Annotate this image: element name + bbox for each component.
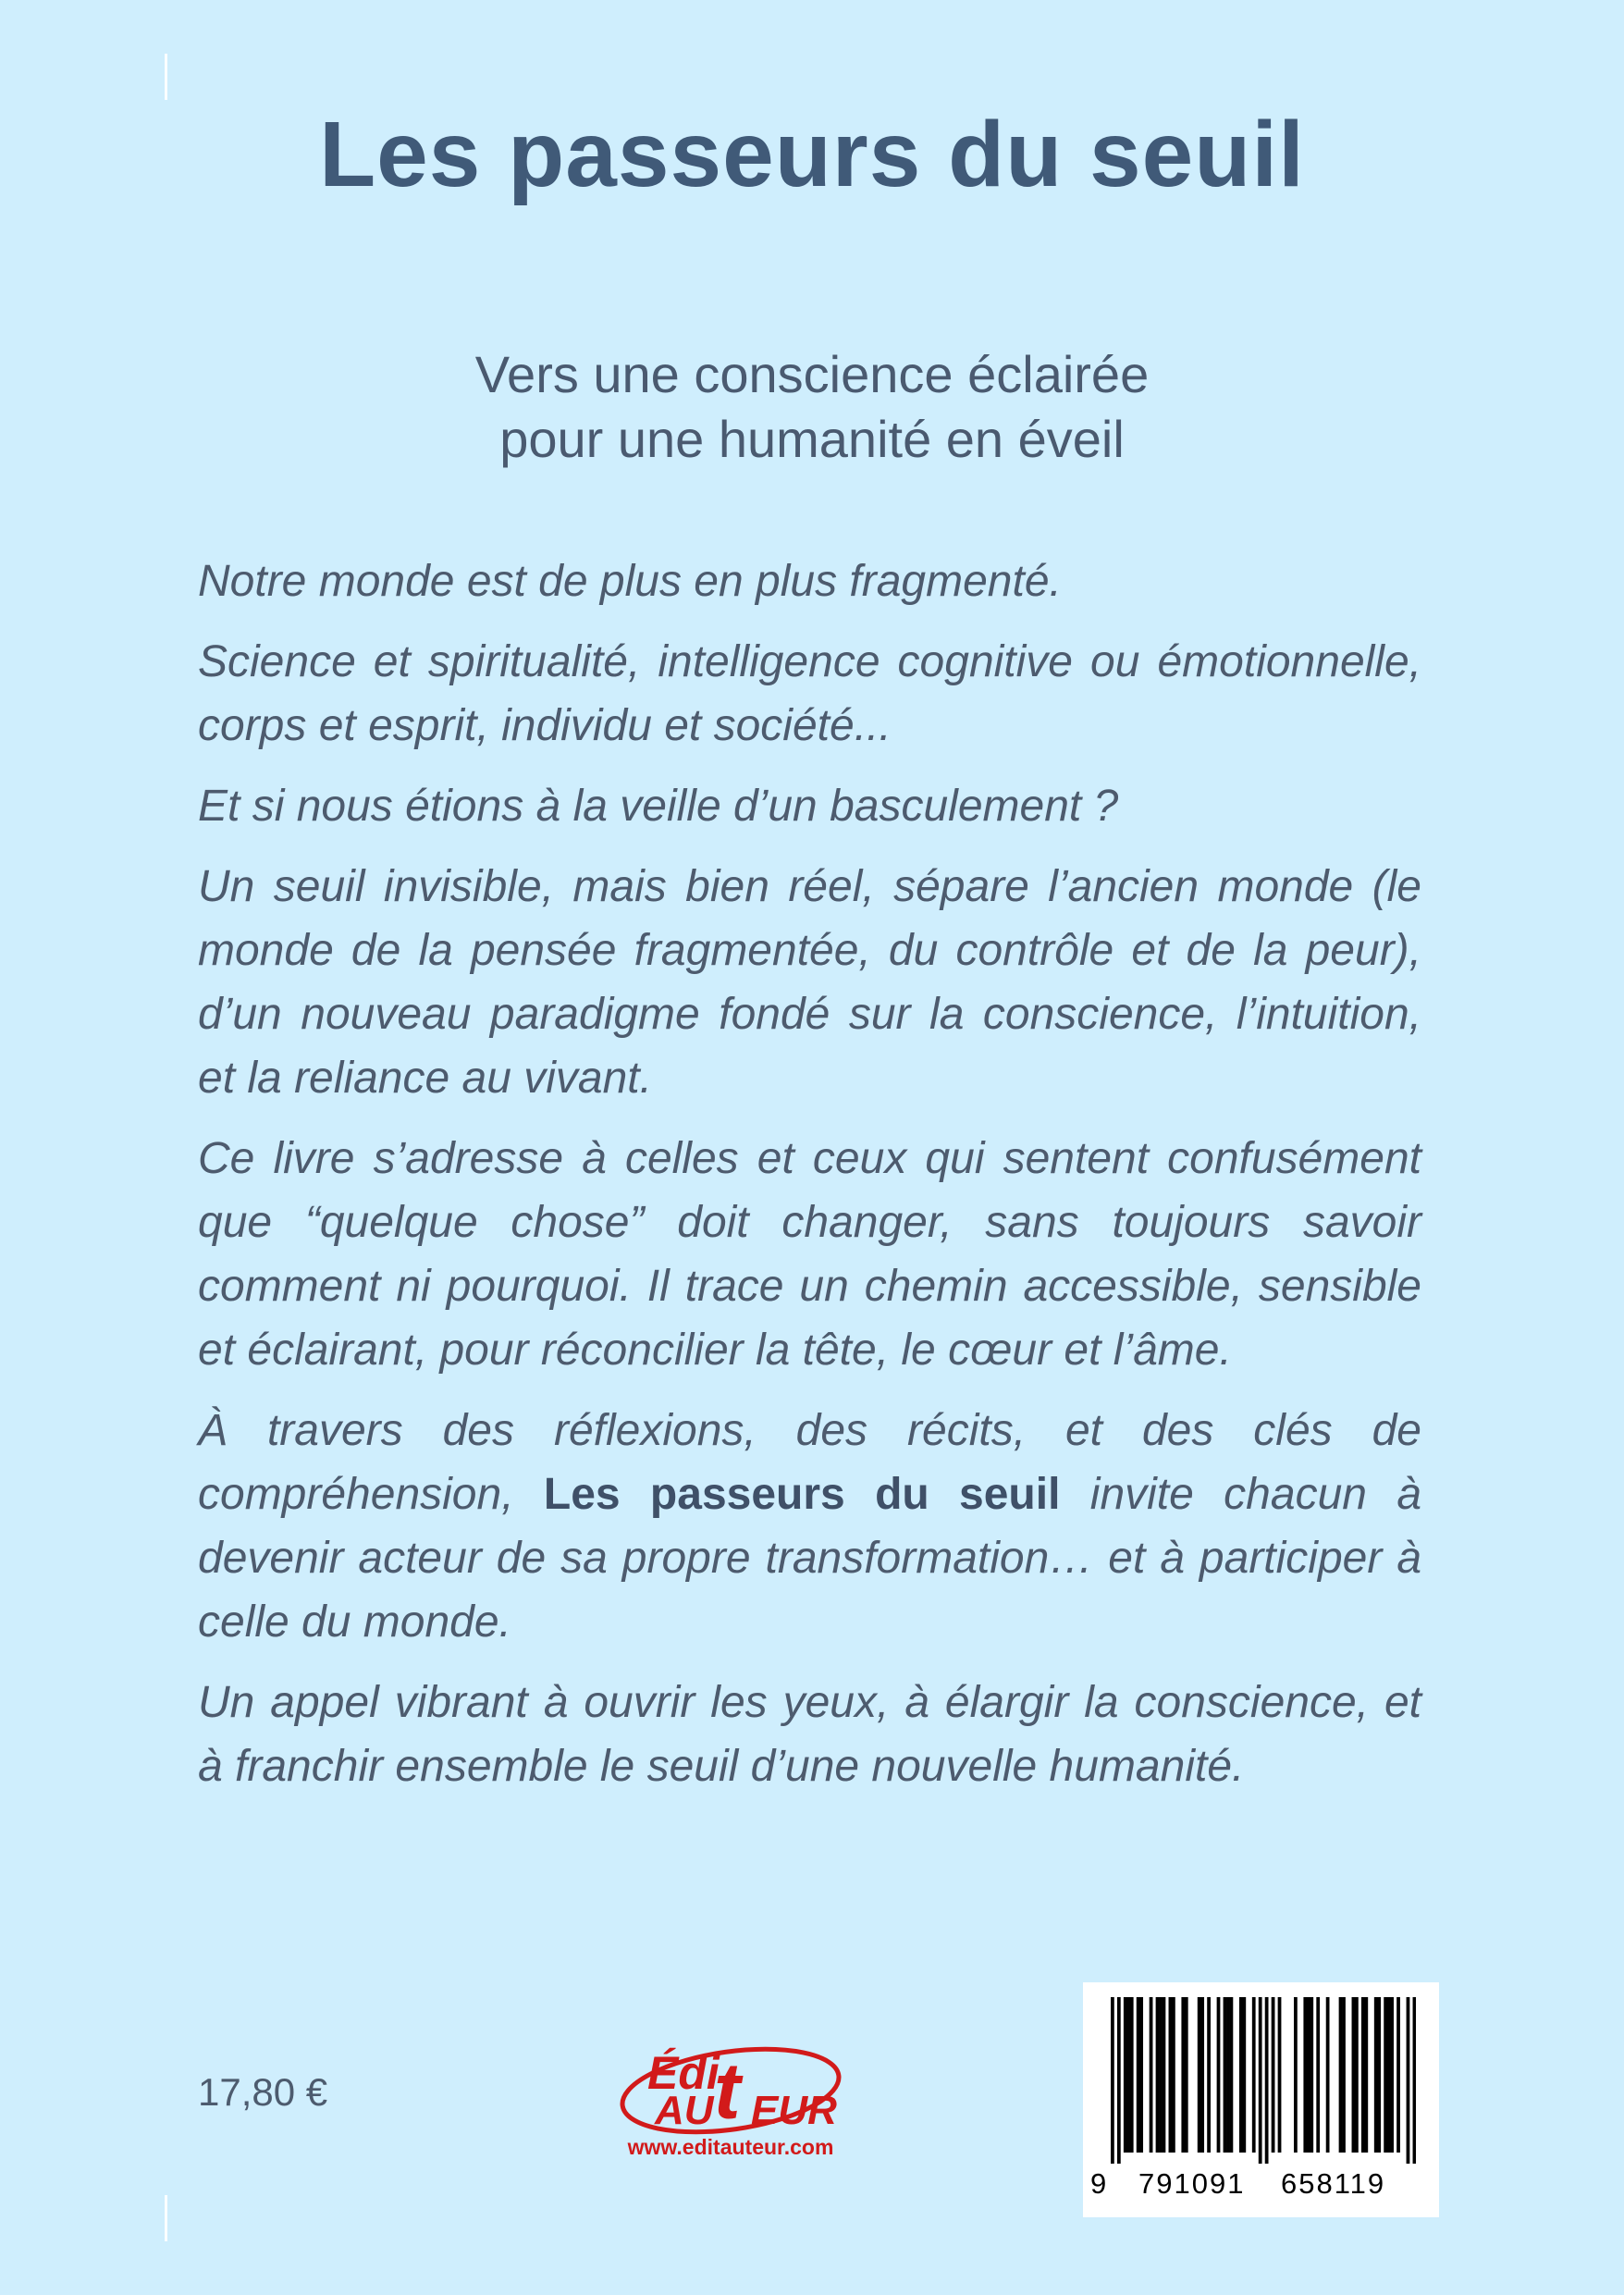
barcode-bar xyxy=(1185,1997,1188,2153)
logo-text-au: AU xyxy=(655,2088,714,2133)
barcode-bar xyxy=(1352,1997,1356,2153)
barcode-bar xyxy=(1242,1997,1246,2153)
barcode-bar xyxy=(1259,1997,1262,2164)
barcode-digits-right: 658119 xyxy=(1281,2167,1386,2200)
barcode-bar xyxy=(1226,1997,1230,2153)
barcode-bar xyxy=(1117,1997,1121,2164)
publisher-url: www.editauteur.com xyxy=(627,2135,834,2159)
blurb-p6-book-title: Les passeurs du seuil xyxy=(543,1470,1061,1519)
barcode-bar xyxy=(1361,1997,1365,2153)
barcode-bar xyxy=(1124,1997,1127,2153)
barcode-bar xyxy=(1355,1997,1359,2153)
barcode-bar xyxy=(1163,1997,1166,2153)
barcode-bar xyxy=(1239,1997,1243,2153)
book-title: Les passeurs du seuil xyxy=(319,103,1305,206)
barcode-digits-left: 791091 xyxy=(1138,2167,1246,2200)
barcode-bar xyxy=(1272,1997,1275,2153)
barcode-bar xyxy=(1307,1997,1310,2153)
barcode-bar xyxy=(1316,1997,1320,2153)
barcode-bar xyxy=(1137,1997,1140,2153)
barcode-bar xyxy=(1326,1997,1330,2153)
barcode-bar xyxy=(1159,1997,1163,2153)
barcode-bar xyxy=(1172,1997,1175,2153)
isbn-barcode xyxy=(1083,1982,1439,2217)
barcode-bar xyxy=(1384,1997,1387,2153)
logo-text-edi: Édi xyxy=(647,2047,720,2099)
barcode-bars xyxy=(1111,1997,1416,2164)
barcode-bar xyxy=(1387,1997,1391,2153)
blurb-p6-before: À travers des réflexions, des récits, et des clés de compréhension, xyxy=(198,1406,1421,1519)
barcode-bar xyxy=(1374,1997,1378,2153)
barcode-digit-lead: 9 xyxy=(1090,2167,1107,2200)
barcode-bar xyxy=(1150,1997,1153,2153)
blurb-paragraph-6 xyxy=(198,1399,1421,1654)
barcode-bar xyxy=(1181,1997,1185,2153)
barcode-bar xyxy=(1310,1997,1313,2153)
blurb-paragraph-7: Un appel vibrant à ouvrir les yeux, à élargir la conscience, et à franchir ensemble le seuil d’une nouvelle humanité. xyxy=(198,1678,1421,1791)
barcode-bar xyxy=(1169,1997,1173,2153)
barcode-bar xyxy=(1252,1997,1256,2153)
barcode-bar xyxy=(1139,1997,1143,2153)
barcode-bar xyxy=(1207,1997,1211,2153)
barcode-bar xyxy=(1407,1997,1410,2164)
blurb-paragraph-1: Notre monde est de plus en plus fragmenté. xyxy=(198,557,1062,606)
crop-mark-top-left xyxy=(165,54,167,100)
barcode-bar xyxy=(1198,1997,1201,2153)
back-cover-blurb xyxy=(198,549,1421,1815)
barcode-bar xyxy=(1377,1997,1381,2153)
price-label: 17,80 € xyxy=(198,2070,328,2114)
barcode-bar xyxy=(1278,1997,1282,2153)
barcode-bar xyxy=(1217,1997,1221,2153)
barcode-bar xyxy=(1130,1997,1134,2153)
barcode-bar xyxy=(1230,1997,1234,2153)
barcode-bar xyxy=(1294,1997,1298,2153)
book-subtitle xyxy=(0,342,1624,472)
barcode-bar xyxy=(1303,1997,1307,2153)
barcode-bar xyxy=(1265,1997,1269,2164)
barcode-bar xyxy=(1342,1997,1346,2153)
barcode-bar xyxy=(1126,1997,1130,2153)
blurb-paragraph-4: Un seuil invisible, mais bien réel, sépare l’ancien monde (le monde de la pensée fragmentée, du contrôle et de la peur), d’un nouveau paradigme fondé sur la conscience, l’intuition, et la reliance au vivant. xyxy=(198,862,1421,1103)
barcode-bar xyxy=(1111,1997,1114,2164)
blurb-paragraph-3: Et si nous étions à la veille d’un basculement ? xyxy=(198,782,1119,831)
barcode-bar xyxy=(1224,1997,1227,2153)
subtitle-line-2: pour une humanité en éveil xyxy=(499,410,1125,468)
barcode-bar xyxy=(1413,1997,1416,2164)
subtitle-line-1: Vers une conscience éclairée xyxy=(474,345,1150,403)
barcode-bar xyxy=(1200,1997,1204,2153)
barcode-bar xyxy=(1390,1997,1394,2153)
barcode-bar xyxy=(1396,1997,1400,2153)
barcode-bar xyxy=(1156,1997,1160,2153)
blurb-paragraph-2: Science et spiritualité, intelligence cognitive ou émotionnelle, corps et esprit, individu et société... xyxy=(198,637,1421,750)
barcode-bar xyxy=(1364,1997,1368,2153)
logo-text-t: t xyxy=(714,2047,741,2136)
blurb-p6-after: invite chacun à devenir acteur de sa propre transformation… et à participer à celle du monde. xyxy=(198,1470,1421,1647)
logo-text-eur: EUR xyxy=(751,2088,837,2133)
barcode-bar xyxy=(1339,1997,1343,2153)
blurb-paragraph-5: Ce livre s’adresse à celles et ceux qui sentent confusément que “quelque chose” doit changer, sans toujours savoir comment ni pourquoi. Il trace un chemin accessible, sensible et éclairant, pour réconcilier la tête, le cœur et l’âme. xyxy=(198,1134,1421,1375)
crop-mark-bottom-left xyxy=(165,2195,167,2241)
